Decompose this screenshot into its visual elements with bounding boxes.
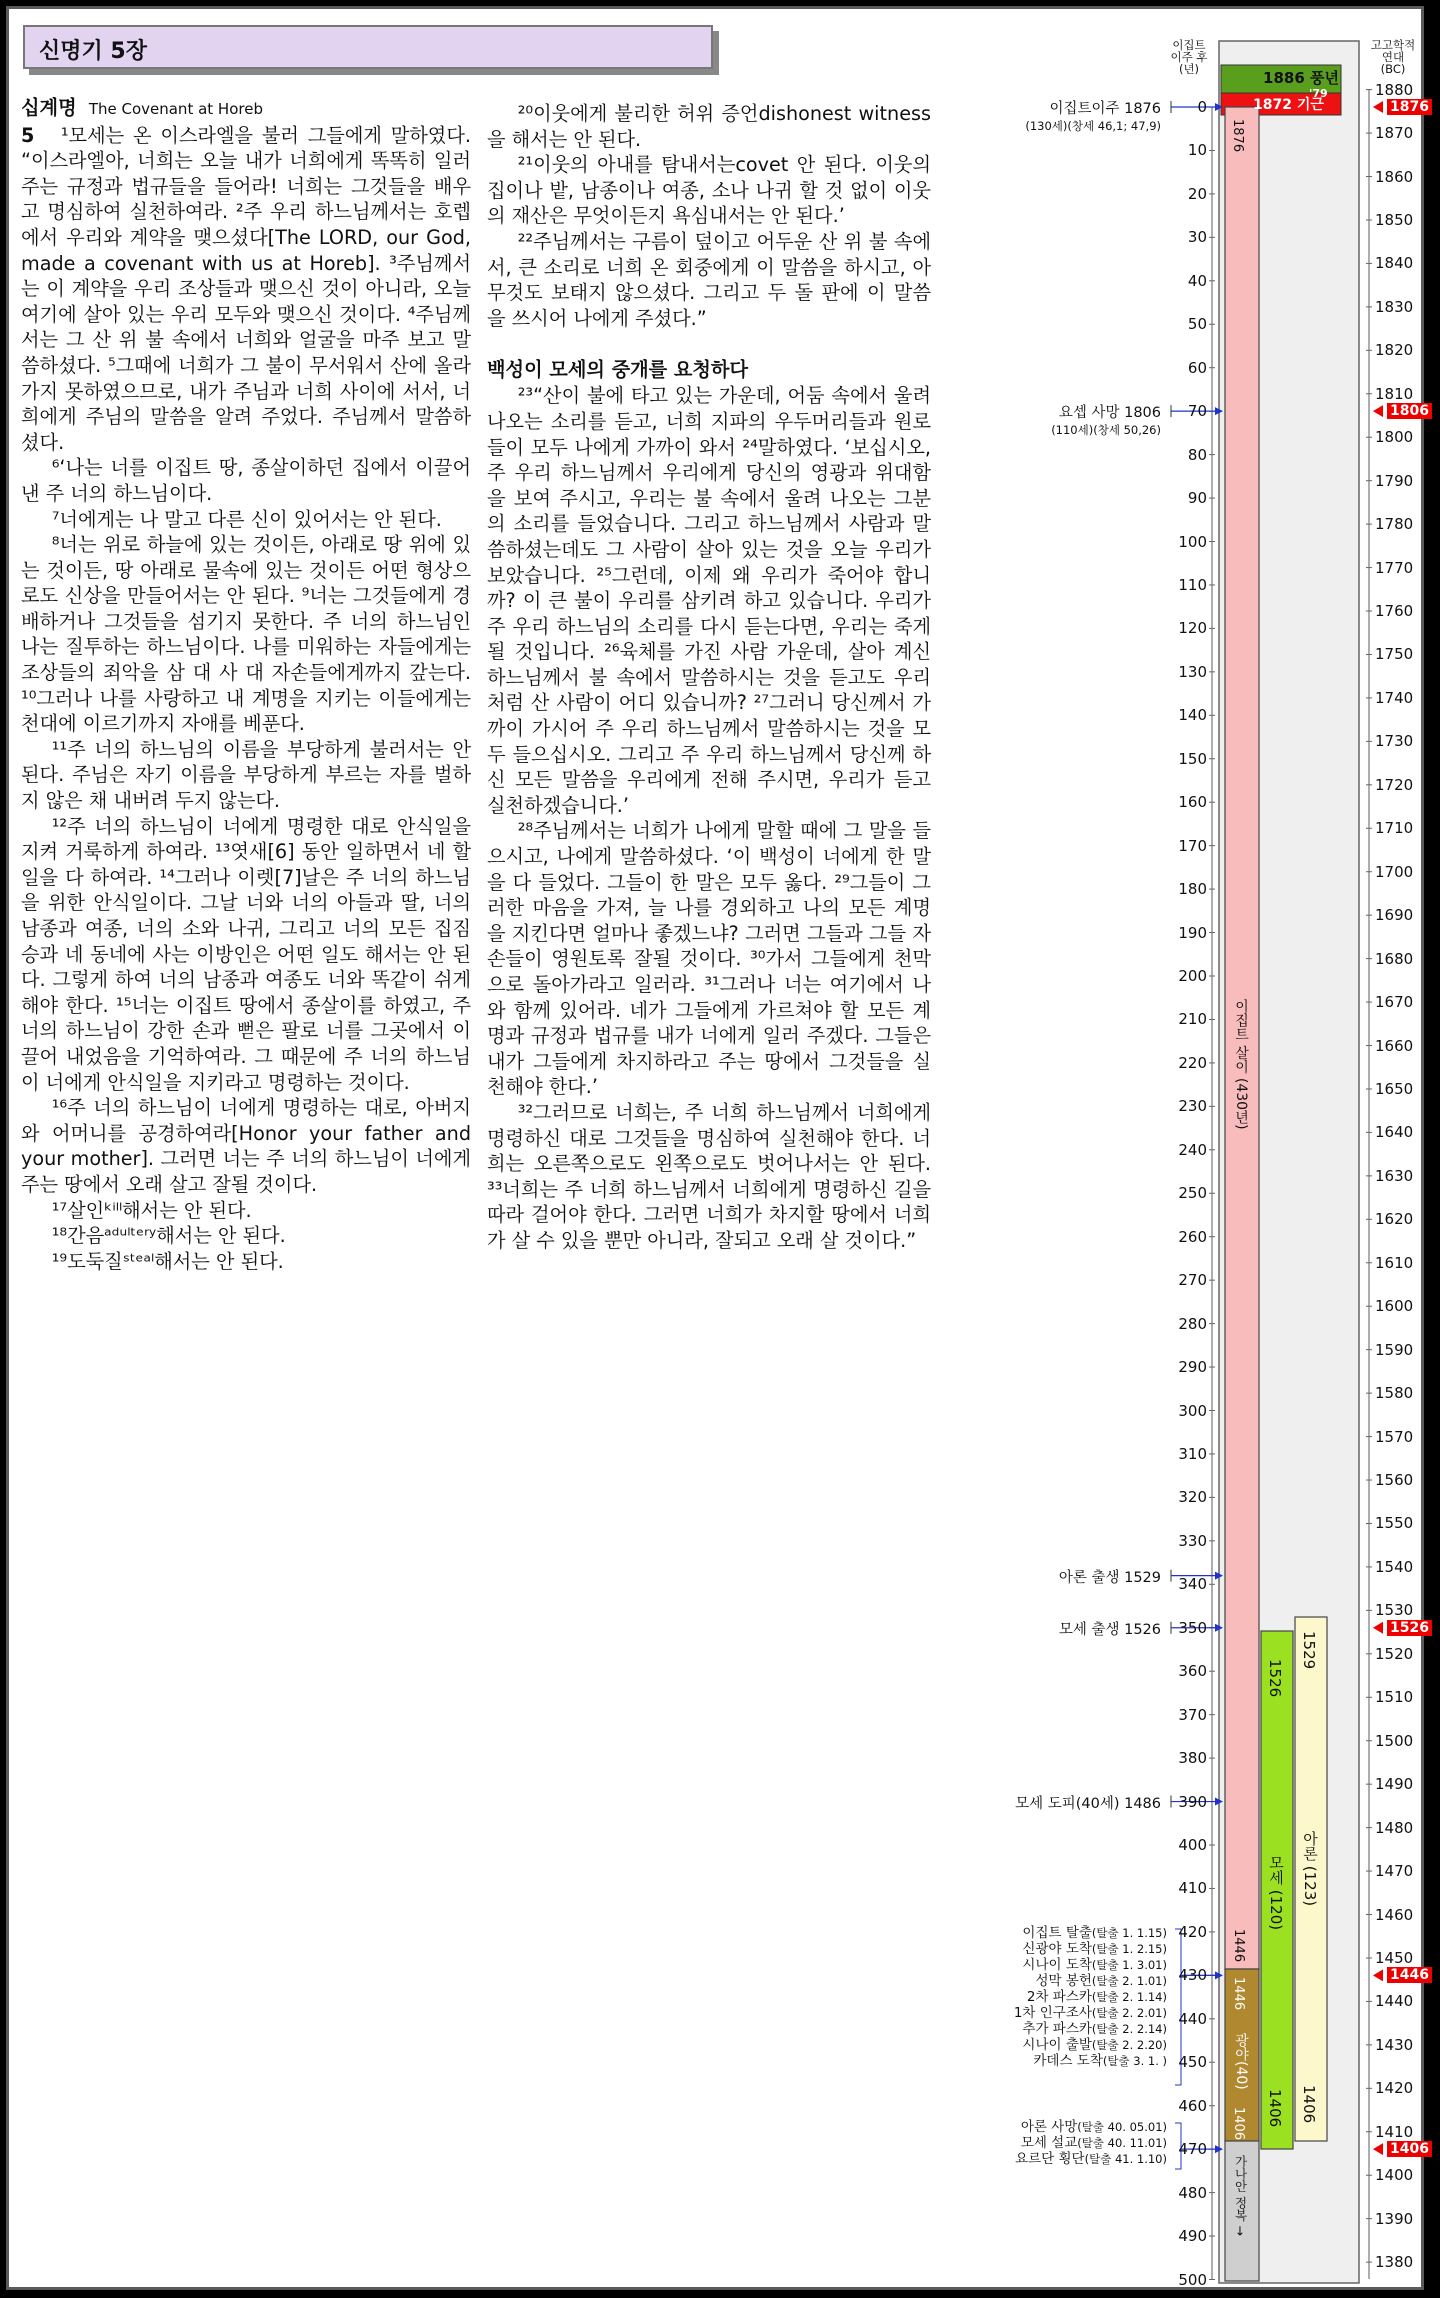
left-tick-label: 220 xyxy=(1178,1053,1207,1072)
right-tick-label: 1660 xyxy=(1375,1036,1414,1055)
right-tick-label: 1420 xyxy=(1375,2079,1414,2098)
right-tick-label: 1840 xyxy=(1375,254,1414,273)
left-tick-label: 160 xyxy=(1178,793,1207,812)
left-tick-label: 10 xyxy=(1187,141,1207,160)
moses-top-label: 1526 xyxy=(1266,1659,1284,1698)
aaron-label: 아론 (123) xyxy=(1301,1831,1319,1907)
left-tick-label: 170 xyxy=(1178,836,1207,855)
left-tick-label: 500 xyxy=(1178,2270,1207,2289)
right-tick-label: 1730 xyxy=(1375,732,1414,751)
right-tick-label: 1600 xyxy=(1375,1297,1414,1316)
right-tick-label: 1850 xyxy=(1375,210,1414,229)
left-tick-label: 400 xyxy=(1178,1836,1207,1854)
exodus-event: 성막 봉헌(탈출 2. 1.01) xyxy=(1035,1973,1167,1989)
left-tick-label: 90 xyxy=(1187,489,1207,508)
right-tick-label: 1630 xyxy=(1375,1166,1414,1185)
egypt-end-label: 1446 xyxy=(1231,1929,1246,1963)
left-tick-label: 350 xyxy=(1178,1618,1207,1637)
right-tick-label: 1510 xyxy=(1375,1688,1414,1707)
left-tick-label: 200 xyxy=(1178,967,1207,985)
right-tick-label: 1710 xyxy=(1375,819,1414,838)
right-tick-label: 1650 xyxy=(1375,1079,1414,1098)
red-year-mark: 1446 xyxy=(1387,1967,1432,1983)
left-tick-label: 480 xyxy=(1178,2183,1207,2202)
page xyxy=(6,6,1429,2290)
left-tick-label: 390 xyxy=(1178,1792,1207,1811)
exodus-event: 시나이 출발(탈출 2. 2.20) xyxy=(1022,2037,1167,2053)
verse-paragraph: ¹⁷살인ᵏⁱˡˡ해서는 안 된다. xyxy=(51,1198,252,1222)
canaan-label: 가나안 정복 → xyxy=(1233,2155,1248,2236)
wilderness-label: 광야(40) xyxy=(1233,2033,1249,2090)
right-tick-label: 1810 xyxy=(1375,384,1414,403)
left-tick-label: 30 xyxy=(1187,228,1207,247)
verse-paragraph: ²⁸주님께서는 너희가 나에게 말할 때에 그 말을 들으시고, 나에게 말씀하셨다. ‘이 백성이 너에게 한 말을 다 들었다. 그들이 한 말은 모두 옳다. ²⁹그들이 그러한 마음을 가져, 늘 나를 경외하고 나의 모든 계명을 지킨다면 얼마나 좋겠느냐? 그러면 그들과 그들 자손들이 영원토록 잘될 것이다. ³⁰가서 그들에게 천막으로 돌아가라고 일러라. ³¹그러나 너는 여기에서 나와 함께 있어라. 네가 그들에게 가르쳐야 할 모든 계명과 규정과 법규를 내가 너에게 일러 주겠다. 그들은 내가 그들에게 차지하라고 주는 땅에서 그것들을 실천해야 한다.’ xyxy=(487,819,931,1099)
right-tick-label: 1400 xyxy=(1375,2166,1414,2185)
right-tick-label: 1480 xyxy=(1375,1818,1414,1837)
exodus-event: 1차 인구조사(탈출 2. 2.01) xyxy=(1013,2005,1167,2021)
verse-paragraph: ²⁰이웃에게 불리한 허위 증언dishonest witness을 해서는 안 된다. xyxy=(487,102,931,151)
verse-paragraph: ²¹이웃의 아내를 탐내서는covet 안 된다. 이웃의 집이나 밭, 남종이나 여종, 소나 나귀 할 것 없이 이웃의 재산은 무엇이든지 욕심내서는 안 된다.’ xyxy=(487,153,931,228)
left-tick-label: 470 xyxy=(1178,2140,1207,2159)
right-tick-label: 1460 xyxy=(1375,1905,1414,1924)
left-tick-label: 250 xyxy=(1178,1184,1207,1203)
plenty-sub-label: '79 xyxy=(1309,87,1328,100)
left-tick-label: 40 xyxy=(1187,271,1207,290)
ending-event: 모세 설교(탈출 40. 11.01) xyxy=(1020,2135,1167,2151)
right-axis-header: 고고학적 연대 (BC) xyxy=(1370,38,1416,76)
aaron-top-label: 1529 xyxy=(1300,1631,1318,1670)
left-tick-label: 240 xyxy=(1178,1140,1207,1159)
wilderness-end-label: 1406 xyxy=(1231,2107,1246,2141)
red-arrow xyxy=(1373,1622,1383,1634)
red-arrow xyxy=(1373,1969,1383,1981)
timeline-chart xyxy=(9,9,1427,2293)
right-tick-label: 1410 xyxy=(1375,2122,1414,2141)
left-tick-label: 280 xyxy=(1178,1314,1207,1333)
left-tick-label: 140 xyxy=(1178,706,1207,725)
right-tick-label: 1740 xyxy=(1375,688,1414,707)
right-tick-label: 1550 xyxy=(1375,1514,1414,1533)
right-tick-label: 1780 xyxy=(1375,515,1414,534)
left-tick-label: 370 xyxy=(1178,1705,1207,1724)
right-tick-label: 1390 xyxy=(1375,2209,1414,2228)
timeline-event: 요셉 사망 1806 (110세)(창세 50,26) xyxy=(1051,405,1161,438)
left-tick-label: 440 xyxy=(1178,2009,1207,2028)
red-year-mark: 1406 xyxy=(1387,2141,1432,2157)
verse-paragraph: ¹⁶주 너의 하느님이 너에게 명령하는 대로, 아버지와 어머니를 공경하여라[Honor your father and your mother]. 그러면 너는 주 너의 하느님이 너에게 주는 땅에서 오래 살고 잘될 것이다. xyxy=(21,1096,471,1196)
verse-paragraph: ¹⁸간음ᵃᵈᵘˡᵗᵉʳʸ해서는 안 된다. xyxy=(51,1224,286,1248)
verse-paragraph: ⁶‘나는 너를 이집트 땅, 종살이하던 집에서 이끌어 낸 주 너의 하느님이다. xyxy=(21,456,471,505)
right-tick-label: 1380 xyxy=(1375,2253,1414,2272)
left-tick-label: 310 xyxy=(1178,1444,1207,1463)
left-tick-label: 210 xyxy=(1178,1010,1207,1029)
right-tick-label: 1750 xyxy=(1375,645,1414,664)
chapter-paragraph: 5 ¹모세는 온 이스라엘을 불러 그들에게 말하였다. “이스라엘아, 너희는 오늘 내가 너희에게 똑똑히 일러 주는 규정과 법규들을 들어라! 너희는 그것들을 배우고 명심하여 실천하여라. ²주 우리 하느님께서는 호렙에서 우리와 계약을 맺으셨다[The LORD, our God, made a covenant with us at Horeb]. ³주님께서는 이 계약을 우리 조상들과 맺으신 것이 아니라, 오늘 여기에 살아 있는 우리 모두와 맺으신 것이다. ⁴주님께서는 그 산 위 불 속에서 너희와 얼굴을 마주 보고 말씀하셨다. ⁵그때에 너희가 그 불이 무서워서 산에 올라가지 못하였으므로, 내가 주님과 너희 사이에 서서, 너희에게 주님의 말씀을 알려 주었다. 주님께서 말씀하셨다. xyxy=(21,123,471,454)
section-heading-2: 백성이 모세의 중개를 요청하다 xyxy=(487,358,748,382)
left-tick-label: 120 xyxy=(1178,619,1207,638)
left-tick-label: 420 xyxy=(1178,1922,1207,1941)
left-tick-label: 110 xyxy=(1178,575,1207,594)
verse-paragraph: ¹¹주 너의 하느님의 이름을 부당하게 불러서는 안 된다. 주님은 자기 이름을 부당하게 부르는 자를 벌하지 않은 채 내버려 두지 않는다. xyxy=(21,737,471,813)
verse-paragraph: ¹²주 너의 하느님이 너에게 명령한 대로 안식일을 지켜 거룩하게 하여라. ¹³엿새[6] 동안 일하면서 네 할 일을 다 하여라. ¹⁴그러나 이렛[7]날은 주 너의 하느님을 위한 안식일이다. 그날 너와 너의 아들과 딸, 너의 남종과 여종, 너의 소와 나귀, 그리고 너의 모든 집짐승과 네 동네에 사는 이방인은 어떤 일도 해서는 안 된다. 그렇게 하여 너의 남종과 여종도 너와 똑같이 쉬게 해야 한다. ¹⁵너는 이집트 땅에서 종살이를 하였고, 주 너의 하느님이 강한 손과 뻗은 팔로 너를 그곳에서 이끌어 내었음을 기억하여라. 그 때문에 주 너의 하느님이 너에게 안식일을 지키라고 명령하는 것이다. xyxy=(21,814,471,1094)
left-tick-label: 380 xyxy=(1178,1749,1207,1768)
left-tick-label: 450 xyxy=(1178,2053,1207,2072)
right-tick-label: 1670 xyxy=(1375,993,1414,1012)
verse-paragraph: ²³“산이 불에 타고 있는 가운데, 어둠 속에서 울려 나오는 소리를 듣고, 너희 지파의 우두머리들과 원로들이 모두 나에게 가까이 와서 ²⁴말하였다. ‘보십시오, 주 우리 하느님께서 우리에게 당신의 영광과 위대함을 보여 주시고, 우리는 불 속에서 울려 나오는 그분의 소리를 들었습니다. 그리고 하느님께서 사람과 말씀하셨는데도 그 사람이 살아 있는 것을 오늘 우리가 보았습니다. ²⁵그런데, 이제 왜 우리가 죽어야 합니까? 이 큰 불이 우리를 삼키려 하고 있습니다. 우리가 주 우리 하느님의 소리를 다시 듣는다면, 우리는 죽게 될 것입니다. ²⁶육체를 가진 사람 가운데, 살아 계신 하느님께서 불 속에서 말씀하시는 것을 듣고도 우리처럼 산 사람이 어디 있습니까? ²⁷그러니 당신께서 가까이 가시어 주 우리 하느님께서 말씀하시는 것을 모두 들으십시오. 그리고 주 우리 하느님께서 당신께 하신 모든 말씀을 우리에게 전해 주시면, 우리가 듣고 실천하겠습니다.’ xyxy=(487,384,931,817)
exodus-event: 시나이 도착(탈출 1. 3.01) xyxy=(1022,1957,1167,1973)
right-tick-label: 1450 xyxy=(1375,1948,1414,1967)
right-tick-label: 1700 xyxy=(1375,862,1414,881)
left-tick-label: 50 xyxy=(1187,315,1207,334)
right-tick-label: 1610 xyxy=(1375,1253,1414,1272)
exodus-event: 카데스 도착(탈출 3. 1. ) xyxy=(1033,2053,1167,2069)
verse-paragraph: ⁸너는 위로 하늘에 있는 것이든, 아래로 땅 위에 있는 것이든, 땅 아래로 물속에 있는 것이든 어떤 형상으로도 신상을 만들어서는 안 된다. ⁹너는 그것들에게 경배하거나 그것들을 섬기지 못한다. 주 너의 하느님인 나는 질투하는 하느님이다. 나를 미워하는 자들에게는 조상들의 죄악을 삼 대 사 대 자손들에게까지 갚는다. ¹⁰그러나 나를 사랑하고 내 계명을 지키는 이들에게는 천대에 이르기까지 자애를 베푼다. xyxy=(21,533,471,736)
egypt-bar-label: 이집트 살이 (430년) xyxy=(1233,999,1249,1130)
left-tick-label: 460 xyxy=(1178,2096,1207,2115)
right-tick-label: 1570 xyxy=(1375,1427,1414,1446)
right-tick-label: 1820 xyxy=(1375,341,1414,360)
left-tick-label: 20 xyxy=(1187,184,1207,203)
right-tick-label: 1770 xyxy=(1375,558,1414,577)
right-tick-label: 1440 xyxy=(1375,1992,1414,2011)
moses-bottom-label: 1406 xyxy=(1266,2089,1284,2128)
left-tick-label: 100 xyxy=(1178,532,1207,551)
right-tick-label: 1540 xyxy=(1375,1557,1414,1576)
exodus-event: 신광야 도착(탈출 1. 2.15) xyxy=(1022,1941,1167,1957)
wilderness-start-label: 1446 xyxy=(1231,1977,1246,2011)
ending-event: 아론 사망(탈출 40. 05.01) xyxy=(1020,2119,1167,2135)
right-tick-label: 1620 xyxy=(1375,1210,1414,1229)
left-tick-label: 430 xyxy=(1178,1966,1207,1985)
right-tick-label: 1690 xyxy=(1375,906,1414,925)
right-tick-label: 1470 xyxy=(1375,1862,1414,1881)
left-tick-label: 180 xyxy=(1178,880,1207,899)
left-tick-label: 230 xyxy=(1178,1097,1207,1116)
red-arrow xyxy=(1373,2143,1383,2155)
red-arrow xyxy=(1373,405,1383,417)
exodus-event: 이집트 탈출(탈출 1. 1.15) xyxy=(1022,1925,1167,1941)
red-year-mark: 1876 xyxy=(1387,99,1432,115)
right-tick-label: 1530 xyxy=(1375,1601,1414,1620)
left-tick-label: 70 xyxy=(1187,402,1207,421)
left-tick-label: 270 xyxy=(1178,1271,1207,1290)
red-year-mark: 1526 xyxy=(1387,1620,1432,1636)
right-tick-label: 1680 xyxy=(1375,949,1414,968)
right-tick-label: 1490 xyxy=(1375,1775,1414,1794)
right-tick-label: 1800 xyxy=(1375,428,1414,447)
right-tick-label: 1520 xyxy=(1375,1644,1414,1663)
verse-paragraph: ⁷너에게는 나 말고 다른 신이 있어서는 안 된다. xyxy=(51,507,442,531)
left-tick-label: 320 xyxy=(1178,1488,1207,1507)
timeline-event: 모세 도피(40세) 1486 xyxy=(1015,1795,1161,1812)
egypt-bar-top-label: 1876 xyxy=(1230,119,1245,153)
right-tick-label: 1870 xyxy=(1375,124,1414,143)
right-tick-label: 1590 xyxy=(1375,1340,1414,1359)
timeline-event: 아론 출생 1529 xyxy=(1058,1569,1161,1586)
left-tick-label: 330 xyxy=(1178,1531,1207,1550)
aaron-bottom-label: 1406 xyxy=(1300,2085,1318,2124)
plenty-label: 1886 풍년 xyxy=(1263,69,1339,87)
ending-event: 요르단 횡단(탈출 41. 1.10) xyxy=(1015,2151,1167,2167)
left-tick-label: 260 xyxy=(1178,1227,1207,1246)
left-tick-label: 360 xyxy=(1178,1662,1207,1681)
left-tick-label: 410 xyxy=(1178,1879,1207,1898)
famine-label: 1872 기근 xyxy=(1253,97,1324,113)
left-tick-label: 300 xyxy=(1178,1401,1207,1420)
exodus-event: 2차 파스카(탈출 2. 1.14) xyxy=(1026,1989,1167,2005)
red-arrow xyxy=(1373,101,1383,113)
left-axis-header: 이집트 이주 후 (년) xyxy=(1170,38,1208,76)
right-tick-label: 1880 xyxy=(1375,80,1414,99)
right-tick-label: 1830 xyxy=(1375,297,1414,316)
left-tick-label: 80 xyxy=(1187,445,1207,464)
verse-paragraph: ¹⁹도둑질ˢᵗᵉᵃˡ해서는 안 된다. xyxy=(51,1249,284,1273)
page-title: 신명기 5장 xyxy=(39,39,147,64)
right-tick-label: 1860 xyxy=(1375,167,1414,186)
left-tick-label: 490 xyxy=(1178,2227,1207,2246)
right-tick-label: 1580 xyxy=(1375,1384,1414,1403)
timeline-event: 이집트이주 1876 (130세)(창세 46,1; 47,9) xyxy=(1025,101,1161,133)
left-tick-label: 290 xyxy=(1178,1358,1207,1377)
timeline-event: 모세 출생 1526 xyxy=(1058,1621,1161,1638)
left-tick-label: 130 xyxy=(1178,662,1207,681)
section-heading: 십계명 The Covenant at Horeb xyxy=(21,96,263,119)
right-tick-label: 1790 xyxy=(1375,471,1414,490)
right-tick-label: 1560 xyxy=(1375,1471,1414,1490)
left-tick-label: 0 xyxy=(1197,98,1207,116)
verse-paragraph: ³²그러므로 너희는, 주 너희 하느님께서 너희에게 명령하신 대로 그것들을 명심하여 실천해야 한다. 너희는 오른쪽으로도 왼쪽으로도 벗어나서는 안 된다. ³³너희는 주 너희 하느님께서 너희에게 명령하신 길을 따라 걸어야 한다. 그러면 너희가 차지할 땅에서 너희가 살 수 있을 뿐만 아니라, 잘되고 오래 살 것이다.” xyxy=(487,1100,931,1252)
left-tick-label: 60 xyxy=(1187,358,1207,377)
left-tick-label: 190 xyxy=(1178,923,1207,942)
left-tick-label: 340 xyxy=(1178,1575,1207,1594)
right-tick-label: 1720 xyxy=(1375,775,1414,794)
right-tick-label: 1760 xyxy=(1375,602,1414,621)
moses-label: 모세 (120) xyxy=(1267,1855,1285,1931)
left-tick-label: 150 xyxy=(1178,749,1207,768)
verse-paragraph: ²²주님께서는 구름이 덮이고 어두운 산 위 불 속에서, 큰 소리로 너희 온 회중에게 이 말씀을 하시고, 아무것도 보태지 않으셨다. 그리고 두 돌 판에 이 말씀을 쓰시어 나에게 주셨다.” xyxy=(487,229,931,330)
red-year-mark: 1806 xyxy=(1387,403,1432,419)
right-tick-label: 1430 xyxy=(1375,2035,1414,2054)
right-tick-label: 1500 xyxy=(1375,1731,1414,1750)
exodus-event: 추가 파스카(탈출 2. 2.14) xyxy=(1022,2021,1167,2037)
right-tick-label: 1640 xyxy=(1375,1123,1414,1142)
